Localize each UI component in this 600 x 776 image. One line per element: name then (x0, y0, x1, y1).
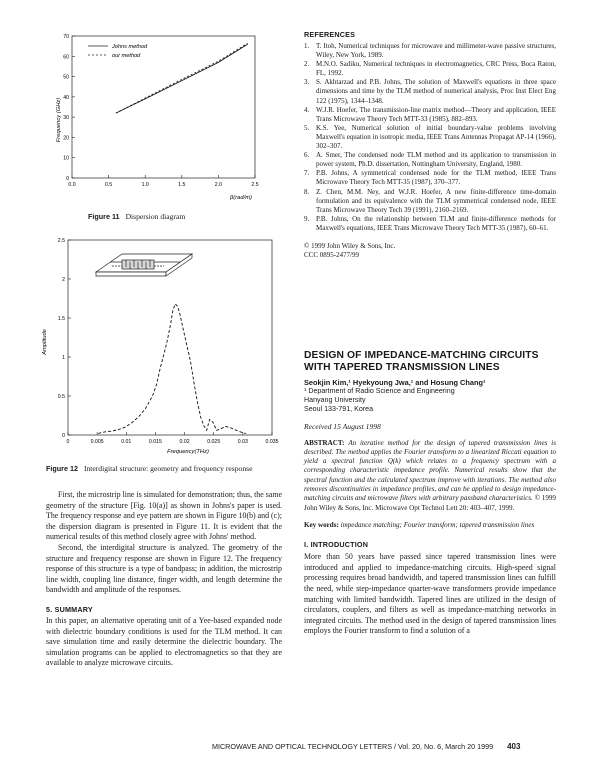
y-tick-label: 40 (63, 94, 69, 101)
figure-11-label: Figure 11 (88, 212, 120, 221)
reference-item (304, 60, 556, 78)
reference-text: A. Smer, The condensed node TLM method and its application to transmission in power system, Ph.D. dissertation, Nottingham University, England, 1980. (316, 151, 556, 169)
reference-item (304, 215, 556, 233)
x-tick-label: 0.5 (104, 182, 113, 188)
x-tick-label: 2.5 (251, 182, 259, 188)
figure-11-chart (50, 28, 265, 208)
reference-number: 8. (304, 187, 310, 196)
summary-heading: 5. SUMMARY (46, 604, 93, 614)
reference-text: Z. Chen, M.M. Ney, and W.J.R. Hoefer, A new finite-difference time-domain formulation and its equivalence with the TLM symmetrical condensed node, IEEE Trans Microwave Theory Tech 39 (1991), 2160–2169. (316, 187, 556, 214)
article-header (304, 350, 556, 637)
reference-number: 1. (304, 42, 310, 50)
y-tick-label: 50 (63, 74, 69, 81)
paragraph-simulation: First, the microstrip line is simulated for demonstration; thus, the same geometry of the structure [Fig. 10(a)] as shown in Johns's paper is used. The frequency response and eye pattern are shown in Figure 10(b) and (c); the dispersion diagram is presented in Figure 11. It is evident that the numerical results of this method closely agree with Johns' method. (46, 490, 282, 542)
introduction-heading: I. INTRODUCTION (304, 540, 369, 550)
x-tick-label: 2.0 (214, 182, 223, 188)
running-footer (212, 742, 520, 751)
reference-text: K.S. Yee, Numerical solution of initial boundary-value problems involving Maxwell's equation in isotropic media, IEEE Trans Antennas Propagat AP-14 (1966), 302–307. (316, 123, 556, 151)
reference-number: 6. (304, 151, 310, 160)
series-line-frequency-response (98, 304, 246, 433)
copyright-line: © 1999 John Wiley & Sons, Inc. (304, 241, 396, 250)
reference-item (304, 42, 556, 60)
figure-11-y-label: Frequency (GHz) (56, 97, 62, 143)
references-list (304, 42, 556, 233)
x-tick-label: 0.03 (237, 439, 248, 445)
keywords-list: impedance matching; Fourier transform; tapered transmission lines (340, 520, 535, 529)
affiliation-city: Seoul 133-791, Korea (304, 404, 374, 413)
x-tick-label: 0.035 (265, 439, 279, 445)
y-tick-label: 20 (63, 135, 69, 142)
keywords (304, 521, 556, 530)
x-tick-label: 0.0 (68, 182, 76, 188)
reference-item (304, 151, 556, 169)
references-section (304, 30, 556, 260)
reference-item (304, 106, 556, 124)
figure-12-series (98, 304, 246, 433)
x-tick-label: 1.0 (141, 182, 149, 188)
plot-frame (72, 36, 255, 178)
reference-number: 7. (304, 169, 310, 178)
affiliation-department: ¹ Department of Radio Science and Engineering (304, 387, 455, 396)
figure-11-axes (72, 36, 255, 178)
x-tick-label: 0 (66, 439, 70, 445)
y-tick-label: 0.5 (57, 394, 65, 400)
x-tick-label: 0.015 (148, 439, 162, 445)
legend-our-method: our method (112, 53, 141, 59)
received-date: Received 15 August 1998 (304, 421, 381, 431)
figure-11-x-label: β(rad/m) (230, 195, 252, 201)
interdigital-geometry-drawing (96, 254, 192, 276)
x-tick-label: 0.005 (90, 439, 104, 445)
x-tick-label: 0.02 (179, 439, 190, 445)
article-authors: Seokjin Kim,¹ Hyekyoung Jwa,¹ and Hosung Chang¹ (304, 378, 486, 388)
x-tick-label: 1.5 (178, 182, 186, 188)
figure-12-caption-text: Interdigital structure: geometry and frequency response (83, 464, 253, 473)
y-tick-label: 70 (63, 34, 69, 40)
figure-12-label: Figure 12 (46, 464, 78, 473)
y-tick-label: 2.5 (57, 238, 65, 244)
figure-11-legend (88, 44, 148, 59)
y-tick-label: 30 (63, 115, 69, 122)
page-number: 403 (507, 742, 521, 751)
reference-text: S. Akhtarzad and P.B. Johns, The solution of Maxwell's equations in three space dimensions and time by the TLM method of numerical analysis, Proc Inst Elect Eng 122 (1975), 1344–1348. (316, 78, 556, 105)
reference-text: T. Itoh, Numerical techniques for microwave and millimeter-wave passive structures, Wiley, New York, 1989. (316, 42, 556, 60)
abstract-label: ABSTRACT: (304, 438, 345, 447)
reference-text: M.N.O. Sadiku, Numerical techniques in electromagnetics, CRC Press, Boca Raton, FL, 1992. (316, 60, 556, 78)
y-tick-label: 60 (63, 54, 69, 61)
figure-12-x-label: Frequency(THz) (167, 449, 209, 455)
journal-footer: MICROWAVE AND OPTICAL TECHNOLOGY LETTERS / Vol. 20, No. 6, March 20 1999 (212, 742, 494, 751)
y-tick-label: 0 (62, 433, 65, 439)
reference-item (304, 188, 556, 215)
keywords-label: Key words: (304, 520, 339, 529)
figure-11-caption-text: Dispersion diagram (125, 212, 186, 221)
reference-number: 9. (304, 214, 310, 223)
paragraph-summary: In this paper, an alternative operating unit of a Yee-based expanded node with dielectric boundary conditions is used for the TLM method. It can save simulation time and easily determine the dielectric boundary. The simulation programs can be applied to electromagnetics so that they are available to analyze microwave circuits. (46, 615, 282, 668)
figure-12-chart (40, 232, 280, 457)
reference-number: 4. (304, 105, 310, 114)
reference-number: 3. (304, 78, 310, 87)
reference-number: 5. (304, 123, 310, 132)
article-title: DESIGN OF IMPEDANCE-MATCHING CIRCUITS WITH TAPERED TRANSMISSION LINES (304, 350, 539, 373)
left-column-body (46, 490, 282, 669)
x-tick-label: 0.025 (207, 439, 221, 445)
reference-text: P.B. Johns, A symmetrical condensed node for the TLM method, IEEE Trans Microwave Theory Tech MTT-35 (1987), 370–377. (316, 169, 556, 187)
y-tick-label: 2 (62, 277, 65, 283)
paragraph-introduction: More than 50 years have passed since tapered transmission lines were introduced and applied to impedance-matching circuits. High-speed signal processing requires broad bandwidth, and tapered transmission lines can fulfill the need, while step-impedance quarter-wave transformers provide impedance matching with limited bandwidth. Tapered lines are utilized in the design of circulators, couplers, and filters as well as impedance-matching networks in integrated circuits. The method used in the design of tapered transmission lines employs the Fourier transform to find a solution of a (304, 552, 556, 636)
ccc-line: CCC 0895-2477/99 (304, 250, 360, 259)
y-tick-label: 1.5 (57, 316, 65, 322)
reference-text: W.J.R. Hoefer, The transmission-line matrix method—Theory and application, IEEE Trans Microwave Theory Tech MTT-33 (1985), 882–893. (316, 105, 556, 123)
figure-11-caption (88, 212, 185, 221)
references-heading: REFERENCES (304, 30, 356, 39)
y-tick-label: 10 (63, 155, 69, 162)
x-tick-label: 0.01 (121, 439, 132, 445)
reference-item (304, 78, 556, 105)
affiliation-university: Hanyang University (304, 395, 366, 404)
figure-12-y-label: Amplitude (42, 329, 48, 355)
y-tick-label: 0 (66, 176, 69, 182)
abstract (304, 439, 556, 513)
abstract-copyright: © 1999 John Wiley & Sons, Inc. Microwave Opt Technol Lett 20: 403–407, 1999. (304, 494, 556, 512)
legend-johns-method: Johns method (112, 44, 148, 50)
y-tick-label: 1 (62, 355, 65, 361)
reference-item (304, 124, 556, 151)
paragraph-interdigital: Second, the interdigital structure is analyzed. The geometry of the structure and frequency response are shown in Figure 12. The frequency response of this structure is a type of bandpass; in addition, the microstrip line width, coupling line distance, finger width, and length determine the bandwidth and amplitude of the responses. (46, 542, 282, 595)
figure-11-ticks (63, 34, 258, 188)
abstract-body: An iterative method for the design of tapered transmission lines is described. The method applies the Fourier transform to a linearized Riccati equation to yield a spectral function Q(k) which relates to a frequency spectrum with a corresponding characteristic impedance profile. Numerical results show that the spectral function and the calculated spectrum improve with iterations. The method also removes discontinuities in impedance profiles, and can be applied to design impedance-matching circuits and microwave filters with arbitrary passband characteristics. (304, 438, 556, 503)
figure-12-caption (46, 464, 252, 473)
reference-text: P.B. Johns, On the relationship between TLM and finite-difference methods for Maxwell's equations, IEEE Trans Microwave Theory Tech MTT-35 (1987), 60–61. (316, 214, 556, 232)
reference-number: 2. (304, 60, 310, 69)
reference-item (304, 169, 556, 187)
